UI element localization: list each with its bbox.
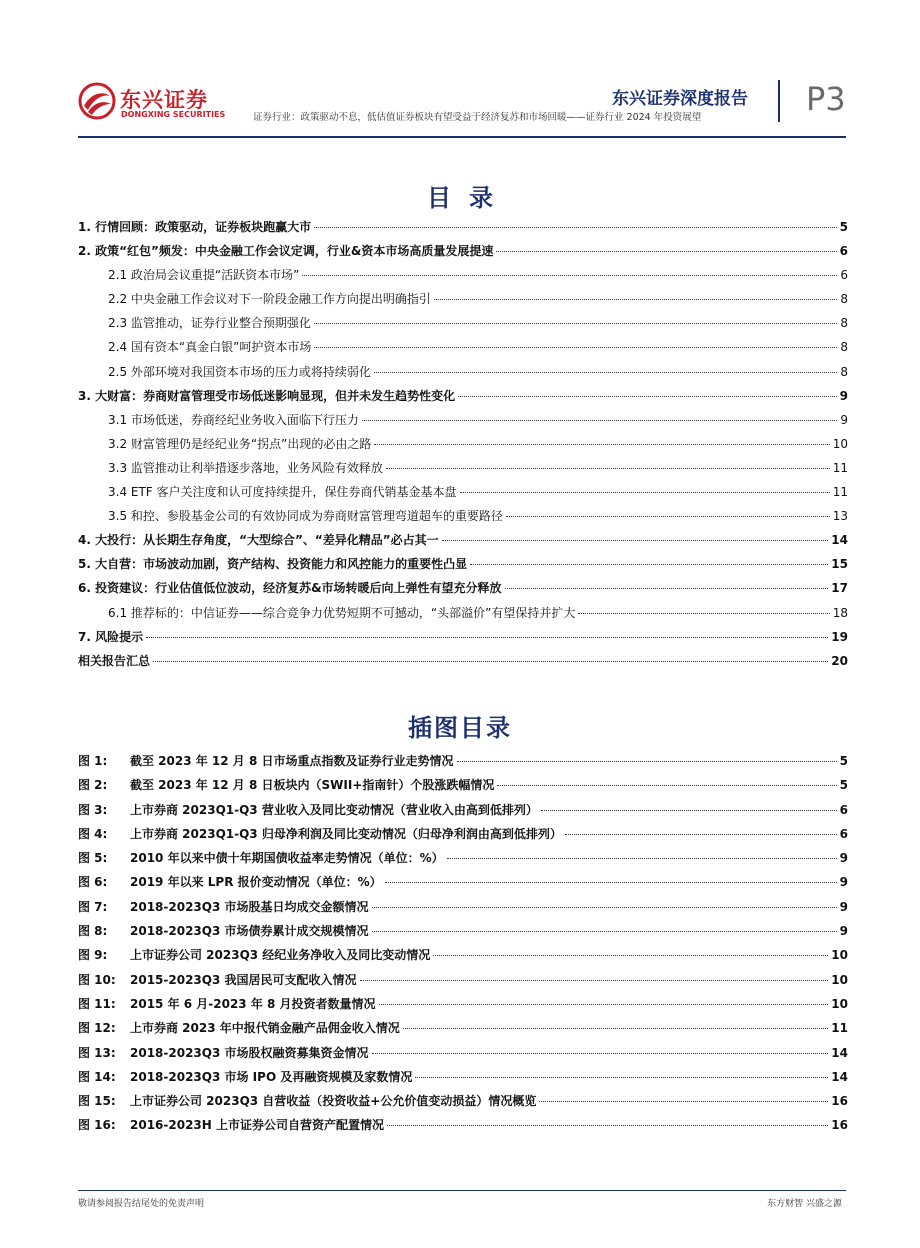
toc-entry-page: 5 <box>839 220 848 234</box>
figure-entry-page: 14 <box>831 1069 848 1084</box>
page-header <box>0 0 920 140</box>
figure-entry-label <box>78 1116 384 1133</box>
figure-entry-page: 14 <box>831 1045 848 1060</box>
figure-entry-label <box>78 801 538 818</box>
toc-entry-page: 14 <box>831 533 848 548</box>
figure-entry[interactable] <box>78 825 848 849</box>
figure-caption: 2018-2023Q3 市场债券累计成交规模情况 <box>130 924 369 939</box>
figure-caption: 截至 2023 年 12 月 8 日市场重点指数及证券行业走势情况 <box>130 754 454 768</box>
toc-subsection-entry[interactable] <box>78 435 848 459</box>
toc-entry-page: 6 <box>840 268 848 283</box>
logo-text-en: DONGXING SECURITIES <box>121 110 226 119</box>
figure-entry-page: 5 <box>839 778 848 793</box>
toc-section-entry[interactable] <box>78 628 848 652</box>
dot-leader <box>374 444 829 445</box>
figure-entry-label <box>78 995 376 1012</box>
toc-section-entry[interactable] <box>78 652 848 676</box>
footer-slogan: 东方财智 兴盛之源 <box>767 1199 842 1209</box>
dot-leader <box>146 637 828 638</box>
toc-entry-label: 3. 大财富：券商财富管理受市场低迷影响显现，但并未发生趋势性变化 <box>78 388 456 403</box>
dot-leader <box>496 251 836 252</box>
figure-number: 图 13: <box>78 1045 116 1060</box>
dot-leader <box>372 907 837 908</box>
figure-entry[interactable] <box>78 898 848 922</box>
toc-entry-label: 2.2 中央金融工作会议对下一阶段金融工作方向提出明确指引 <box>108 292 431 307</box>
figure-entry-page: 6 <box>839 826 848 841</box>
toc-entry-label: 3.1 市场低迷，券商经纪业务收入面临下行压力 <box>108 412 359 427</box>
figure-entry-label <box>78 922 369 939</box>
figure-entry-label <box>78 873 382 890</box>
toc-entry-label: 2.1 政治局会议重提“活跃资本市场” <box>108 268 300 283</box>
toc-entry-page: 19 <box>831 629 848 644</box>
figure-caption: 上市券商 2023Q1-Q3 营业收入及同比变动情况（营业收入由高到低排列） <box>130 802 538 817</box>
logo-text-cn: 东兴证券 <box>120 88 208 112</box>
toc-subsection-entry[interactable] <box>78 604 848 628</box>
toc-entry-label: 7. 风险提示 <box>78 629 144 644</box>
figure-entry-label <box>78 776 494 793</box>
toc-entry-label: 相关报告汇总 <box>78 653 151 668</box>
figure-caption: 上市券商 2023Q1-Q3 归母净利润及同比变动情况（归母净利润由高到低排列） <box>130 826 562 841</box>
dot-leader <box>153 661 828 662</box>
report-subtitle: 证券行业：政策驱动不息，低估值证券板块有望受益于经济复苏和市场回暖——证券行业 2024 年投资展望 <box>253 112 702 123</box>
toc-entry-page: 10 <box>832 436 848 451</box>
figure-number: 图 3: <box>78 802 108 817</box>
toc-section-entry[interactable] <box>78 555 848 579</box>
toc-entry-label: 6. 投资建议：行业估值低位波动，经济复苏&市场转暖后向上弹性有望充分释放 <box>78 581 502 596</box>
dot-leader <box>433 955 828 956</box>
toc-section-entry[interactable] <box>78 387 848 411</box>
toc-entry-page: 9 <box>839 388 848 403</box>
dot-leader <box>541 810 837 811</box>
figure-entry-page: 5 <box>839 754 848 768</box>
footer-disclaimer: 敬请参阅报告结尾处的免责声明 <box>78 1199 205 1209</box>
toc-entry-label: 5. 大自营：市场波动加剧，资产结构、投资能力和风控能力的重要性凸显 <box>78 557 468 572</box>
toc-entry-page: 20 <box>831 653 848 668</box>
dot-leader <box>415 1077 828 1078</box>
figure-entry-page: 10 <box>831 948 848 963</box>
dot-leader <box>314 323 837 324</box>
figure-entry-page: 10 <box>831 972 848 987</box>
figure-entry-page: 11 <box>831 1021 848 1036</box>
figure-entry[interactable] <box>78 1116 848 1140</box>
figure-entry[interactable] <box>78 971 848 995</box>
dot-leader <box>447 858 837 859</box>
figure-entry-page: 9 <box>839 924 848 939</box>
dot-leader <box>470 564 828 565</box>
company-logo <box>78 82 228 124</box>
toc-entry-label: 4. 大投行：从长期生存角度，“大型综合”、“差异化精品”必占其一 <box>78 533 439 548</box>
toc-title: 目录 <box>427 184 511 212</box>
figure-caption: 上市证券公司 2023Q3 自营收益（投资收益+公允价值变动损益）情况概览 <box>130 1094 537 1109</box>
toc-entry-label: 2.4 国有资本“真金白银”呵护资本市场 <box>108 340 312 355</box>
toc-subsection-entry[interactable] <box>78 507 848 531</box>
figure-number: 图 9: <box>78 948 108 963</box>
report-brand: 东兴证券深度报告 <box>612 89 748 109</box>
dot-leader <box>457 761 837 762</box>
toc-entry-page: 6 <box>839 244 848 259</box>
toc-entry-label: 2. 政策“红包”频发：中央金融工作会议定调，行业&资本市场高质量发展提速 <box>78 244 494 259</box>
toc-subsection-entry[interactable] <box>78 290 848 314</box>
toc-subsection-entry[interactable] <box>78 266 848 290</box>
toc-entry-label: 6.1 推荐标的：中信证券——综合竞争力优势短期不可撼动，“头部溢价”有望保持并扩大 <box>108 605 576 620</box>
toc-entry-page: 8 <box>840 340 848 355</box>
figure-entry[interactable] <box>78 849 848 873</box>
logo-emblem-icon <box>78 82 116 120</box>
toc-entry-label: 3.2 财富管理仍是经纪业务“拐点”出现的必由之路 <box>108 436 372 451</box>
figure-entry-page: 9 <box>839 875 848 890</box>
page-number: P3 <box>806 80 846 118</box>
figure-caption: 2018-2023Q3 市场股权融资募集资金情况 <box>130 1045 369 1060</box>
figure-number: 图 5: <box>78 851 108 866</box>
figure-number: 图 12: <box>78 1021 116 1036</box>
dot-leader <box>460 492 830 493</box>
figure-number: 图 2: <box>78 778 108 793</box>
figure-entry[interactable] <box>78 873 848 897</box>
toc-subsection-entry[interactable] <box>78 338 848 362</box>
figure-entry[interactable] <box>78 776 848 800</box>
figure-entry-page: 9 <box>839 851 848 866</box>
dot-leader <box>434 299 837 300</box>
figure-caption: 2018-2023Q3 市场股基日均成交金额情况 <box>130 899 369 914</box>
figure-list-title: 插图目录 <box>408 714 512 742</box>
toc-entry-page: 9 <box>840 412 848 427</box>
figure-entry-page: 6 <box>839 802 848 817</box>
toc-entry-label: 3.5 和控、参股基金公司的有效协同成为券商财富管理弯道超车的重要路径 <box>108 509 503 524</box>
figure-caption: 上市证券公司 2023Q3 经纪业务净收入及同比变动情况 <box>130 948 431 963</box>
dot-leader <box>497 785 836 786</box>
figure-caption: 2015-2023Q3 我国居民可支配收入情况 <box>130 972 357 987</box>
toc-entry-page: 17 <box>831 581 848 596</box>
dot-leader <box>362 420 837 421</box>
figure-number: 图 4: <box>78 826 108 841</box>
footer-rule <box>78 1190 846 1191</box>
header-divider <box>778 80 780 122</box>
toc-section-entry[interactable] <box>78 218 848 242</box>
toc-section-entry[interactable] <box>78 579 848 603</box>
toc-entry-page: 8 <box>840 364 848 379</box>
toc-list <box>78 218 848 676</box>
figure-entry-label <box>78 971 357 988</box>
figure-entry-page: 16 <box>831 1118 848 1133</box>
figure-entry[interactable] <box>78 1019 848 1043</box>
figure-entry-label <box>78 1068 412 1085</box>
dot-leader <box>539 1101 828 1102</box>
figure-entry-label <box>78 752 454 769</box>
figure-entry-page: 16 <box>831 1094 848 1109</box>
figure-entry-label <box>78 849 444 866</box>
dot-leader <box>386 468 830 469</box>
figure-entry[interactable] <box>78 946 848 970</box>
toc-entry-page: 8 <box>840 292 848 307</box>
dot-leader <box>387 1125 828 1126</box>
figure-number: 图 16: <box>78 1118 116 1133</box>
figure-entry[interactable] <box>78 922 848 946</box>
figure-list <box>78 752 848 1141</box>
figure-number: 图 11: <box>78 996 116 1011</box>
toc-subsection-entry[interactable] <box>78 363 848 387</box>
dot-leader <box>374 372 837 373</box>
toc-entry-label: 3.3 监管推动让利举措逐步落地，业务风险有效释放 <box>108 460 383 475</box>
toc-section-entry[interactable] <box>78 531 848 555</box>
figure-caption: 截至 2023 年 12 月 8 日板块内（SWII+指南针）个股涨跌幅情况 <box>130 778 495 793</box>
figure-entry[interactable] <box>78 1068 848 1092</box>
toc-entry-page: 11 <box>832 485 848 500</box>
dot-leader <box>442 540 829 541</box>
dot-leader <box>385 882 837 883</box>
dot-leader <box>506 516 830 517</box>
figure-entry-label <box>78 1044 369 1061</box>
toc-subsection-entry[interactable] <box>78 314 848 338</box>
dot-leader <box>403 1028 829 1029</box>
figure-entry-label <box>78 898 369 915</box>
figure-caption: 2015 年 6 月-2023 年 8 月投资者数量情况 <box>130 996 376 1011</box>
dot-leader <box>578 613 829 614</box>
dot-leader <box>360 980 829 981</box>
figure-entry[interactable] <box>78 995 848 1019</box>
figure-number: 图 6: <box>78 875 108 890</box>
toc-subsection-entry[interactable] <box>78 459 848 483</box>
figure-number: 图 8: <box>78 924 108 939</box>
figure-number: 图 10: <box>78 972 116 987</box>
dot-leader <box>372 1053 829 1054</box>
figure-caption: 2010 年以来中债十年期国债收益率走势情况（单位：%） <box>130 851 444 866</box>
figure-number: 图 15: <box>78 1094 116 1109</box>
dot-leader <box>302 275 837 276</box>
dot-leader <box>565 834 837 835</box>
toc-entry-page: 15 <box>831 557 848 572</box>
figure-number: 图 14: <box>78 1069 116 1084</box>
dot-leader <box>314 227 837 228</box>
toc-entry-label: 1. 行情回顾：政策驱动，证券板块跑赢大市 <box>78 220 312 234</box>
toc-entry-label: 2.5 外部环境对我国资本市场的压力或将持续弱化 <box>108 364 371 379</box>
toc-entry-page: 13 <box>832 509 848 524</box>
figure-entry[interactable] <box>78 752 848 776</box>
toc-entry-label: 2.3 监管推动，证券行业整合预期强化 <box>108 316 311 331</box>
toc-entry-page: 18 <box>832 605 848 620</box>
header-rule <box>78 136 846 138</box>
figure-entry[interactable] <box>78 1044 848 1068</box>
figure-caption: 上市券商 2023 年中报代销金融产品佣金收入情况 <box>130 1021 400 1036</box>
figure-number: 图 7: <box>78 899 108 914</box>
toc-subsection-entry[interactable] <box>78 483 848 507</box>
figure-caption: 2016-2023H 上市证券公司自营资产配置情况 <box>130 1118 384 1133</box>
figure-entry-label <box>78 1019 400 1036</box>
dot-leader <box>372 931 837 932</box>
figure-entry-label <box>78 946 430 963</box>
dot-leader <box>314 347 837 348</box>
figure-entry-page: 9 <box>839 899 848 914</box>
figure-caption: 2019 年以来 LPR 报价变动情况（单位：%） <box>130 875 382 890</box>
figure-number: 图 1: <box>78 754 108 768</box>
figure-entry[interactable] <box>78 801 848 825</box>
dot-leader <box>505 588 829 589</box>
toc-section-entry[interactable] <box>78 242 848 266</box>
figure-entry-page: 10 <box>831 996 848 1011</box>
figure-entry[interactable] <box>78 1092 848 1116</box>
figure-entry-label <box>78 825 562 842</box>
figure-entry-label <box>78 1092 536 1109</box>
toc-entry-page: 8 <box>840 316 848 331</box>
figure-caption: 2018-2023Q3 市场 IPO 及再融资规模及家数情况 <box>130 1069 413 1084</box>
toc-subsection-entry[interactable] <box>78 411 848 435</box>
dot-leader <box>379 1004 829 1005</box>
toc-entry-label: 3.4 ETF 客户关注度和认可度持续提升，保住券商代销基金基本盘 <box>108 485 457 500</box>
dot-leader <box>458 396 837 397</box>
toc-entry-page: 11 <box>832 460 848 475</box>
